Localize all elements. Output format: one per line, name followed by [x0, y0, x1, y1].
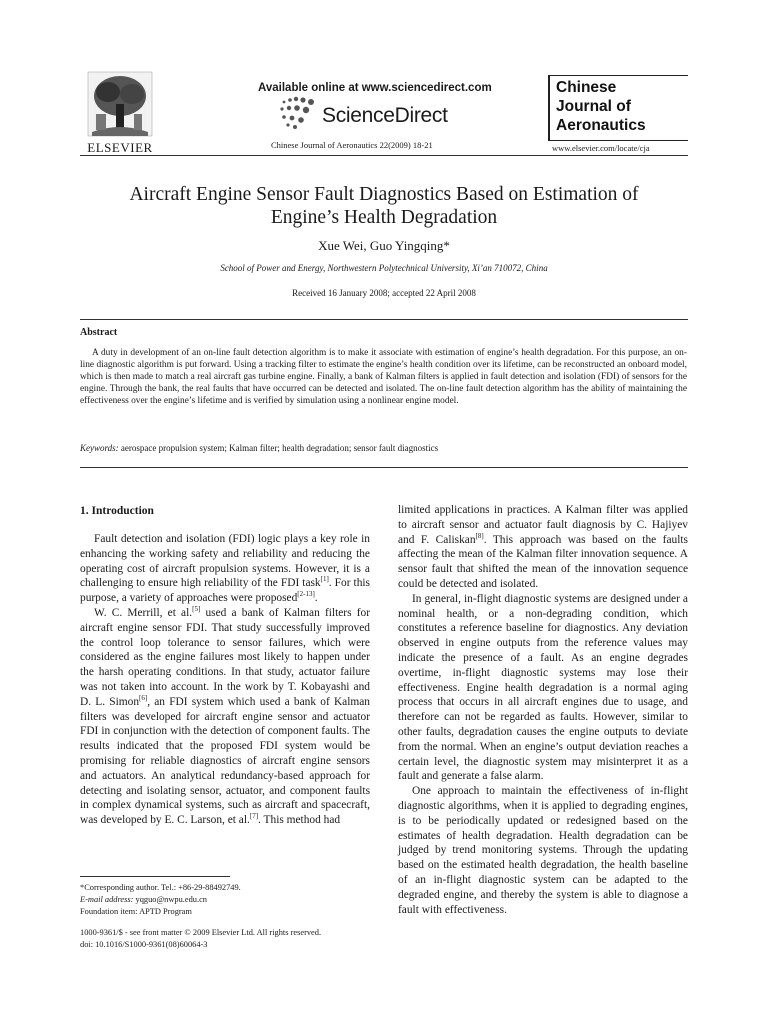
- keywords-text: aerospace propulsion system; Kalman filter; health degradation; sensor fault diagnostics: [120, 443, 439, 453]
- footnote-divider: [80, 876, 230, 877]
- abstract-text: A duty in development of an on-line fault detection algorithm is to make it associate with estimation of engine’s health degradation. For this purpose, an on-line diagnostic algorithm is put forward. Using a tracking filter to estimate the engine’s health condition over its lifetime, can be reconstructed an onboard model, which is then made to match a real aircraft gas turbine engine. Finally, a bank of Kalman filters is applied in fault detection and isolation (FDI) of sensors for the engine. Through the bank, the real faults that have occurred can be detected and isolated. The on-line fault detection algorithm has the ability of maintaining the effectiveness over the engine’s lifetime and is verified by simulation using a nonlinear engine model.: [80, 348, 687, 406]
- keywords: [80, 443, 687, 453]
- abstract-heading: Abstract: [80, 327, 118, 338]
- keywords-label: Keywords:: [80, 443, 119, 453]
- received-dates: Received 16 January 2008; accepted 22 April 2008: [292, 288, 476, 298]
- right-column: [398, 503, 688, 917]
- sciencedirect-dots-icon: [278, 96, 320, 130]
- author-affiliation: School of Power and Energy, Northwestern Polytechnical University, Xi’an 710072, China: [220, 263, 548, 273]
- copyright-line: 1000-9361/$ - see front matter © 2009 Elsevier Ltd. All rights reserved.: [80, 928, 322, 937]
- journal-citation: Chinese Journal of Aeronautics 22(2009) 18-21: [271, 140, 433, 150]
- paragraph: W. C. Merrill, et al.[5] used a bank of Kalman filters for aircraft engine sensor FDI. That study successfully improved the control loop tolerance to sensor failures, which were considered as the engine failures most likely to happen under the harsh operating conditions. In that study, actuator failure was not taken into account. In the work by T. Kobayashi and D. L. Simon[6], an FDI system which used a bank of Kalman filters was developed for aircraft engine sensor and actuator FDI in conjunction with the detection of component faults. The results indicated that the proposed FDI system would be promising for reliable diagnostics of aircraft engine sensors and actuators. An analytical redundancy-based approach for detecting and isolating sensor, actuator, and component faults in complex dynamical systems, such as aircraft and spacecraft, was developed by E. C. Larson, et al.[7]. This method had: [80, 605, 371, 827]
- citation-ref[interactable]: [8]: [475, 531, 484, 540]
- publisher-name: ELSEVIER: [87, 140, 153, 155]
- citation-ref[interactable]: [6]: [139, 693, 148, 702]
- section-heading-introduction: 1. Introduction: [80, 505, 154, 517]
- journal-url[interactable]: www.elsevier.com/locate/cja: [552, 143, 650, 153]
- journal-title: Chinese Journal of Aeronautics: [556, 79, 646, 134]
- footnote-corresponding: *Corresponding author. Tel.: +86-29-88492749.: [80, 883, 241, 892]
- article-authors: Xue Wei, Guo Yingqing*: [318, 238, 450, 253]
- citation-ref[interactable]: [7]: [249, 812, 259, 821]
- citation-ref[interactable]: [2-13]: [297, 590, 315, 599]
- citation-ref[interactable]: [1]: [320, 575, 329, 584]
- paragraph: One approach to maintain the effectiveness of in-flight diagnostic algorithms, when it is applied to degrading engines, is to be periodically updated or redesigned based on the estimates of health degradation. Health degradation can be judged by trend monitoring systems. Through the updating based on the estimated health degradation, the health baseline of an in-flight diagnostic system can be adapted to the degraded engine, and thereby the system is able to diagnose a fault with effectiveness.: [398, 785, 688, 916]
- paragraph: limited applications in practices. A Kalman filter was applied to aircraft sensor and actuator fault diagnosis by C. Hajiyev and F. Caliskan[8]. This approach was based on the faults affecting the mean of the Kalman filter innovation sequence. A sensor fault that shifted the mean of the innovation sequence could be detected and isolated.: [398, 504, 688, 590]
- footnote-foundation: Foundation item: APTD Program: [80, 907, 192, 916]
- header-divider: [80, 155, 688, 156]
- sciencedirect-wordmark: ScienceDirect: [322, 104, 448, 127]
- doi-line[interactable]: doi: 10.1016/S1000-9361(08)60064-3: [80, 940, 208, 949]
- left-column: [80, 532, 370, 828]
- email-address[interactable]: yqguo@nwpu.edu.cn: [135, 895, 207, 904]
- paragraph: In general, in-flight diagnostic systems are designed under a nominal health, or a non-degrading condition, which constitutes a reference baseline for diagnostics. Any deviation observed in engine outputs from the reference values may indicate the presence of a fault. As an engine degrades overtime, in-flight diagnostic systems may lose their effectiveness. Engine health degradation is a normal aging process that occurs in all aircraft engines due to usage, and therefore can not be regarded as faults. However, similar to other faults, degradation causes the engine outputs to deviate from the normal. When an engine’s output deviation reaches a certain level, the diagnostic system may misinterpret it as a fault and generate a false alarm.: [398, 592, 688, 783]
- citation-ref[interactable]: [5]: [192, 605, 201, 614]
- footnote-email: [80, 894, 207, 905]
- available-online-text: Available online at www.sciencedirect.com: [258, 82, 492, 94]
- abstract-bottom-rule: [80, 467, 688, 468]
- email-label: E-mail address:: [80, 895, 134, 904]
- paragraph: Fault detection and isolation (FDI) logic plays a key role in enhancing the working safety and reliability and reducing the operating cost of aircraft propulsion systems. However, it is a challenging to ensure high reliability of the FDI task[1]. For this purpose, a variety of approaches were proposed[2-13].: [80, 533, 370, 605]
- article-title: Aircraft Engine Sensor Fault Diagnostics Based on Estimation of Engine’s Health Degradation: [129, 184, 639, 228]
- abstract-top-rule: [80, 319, 688, 320]
